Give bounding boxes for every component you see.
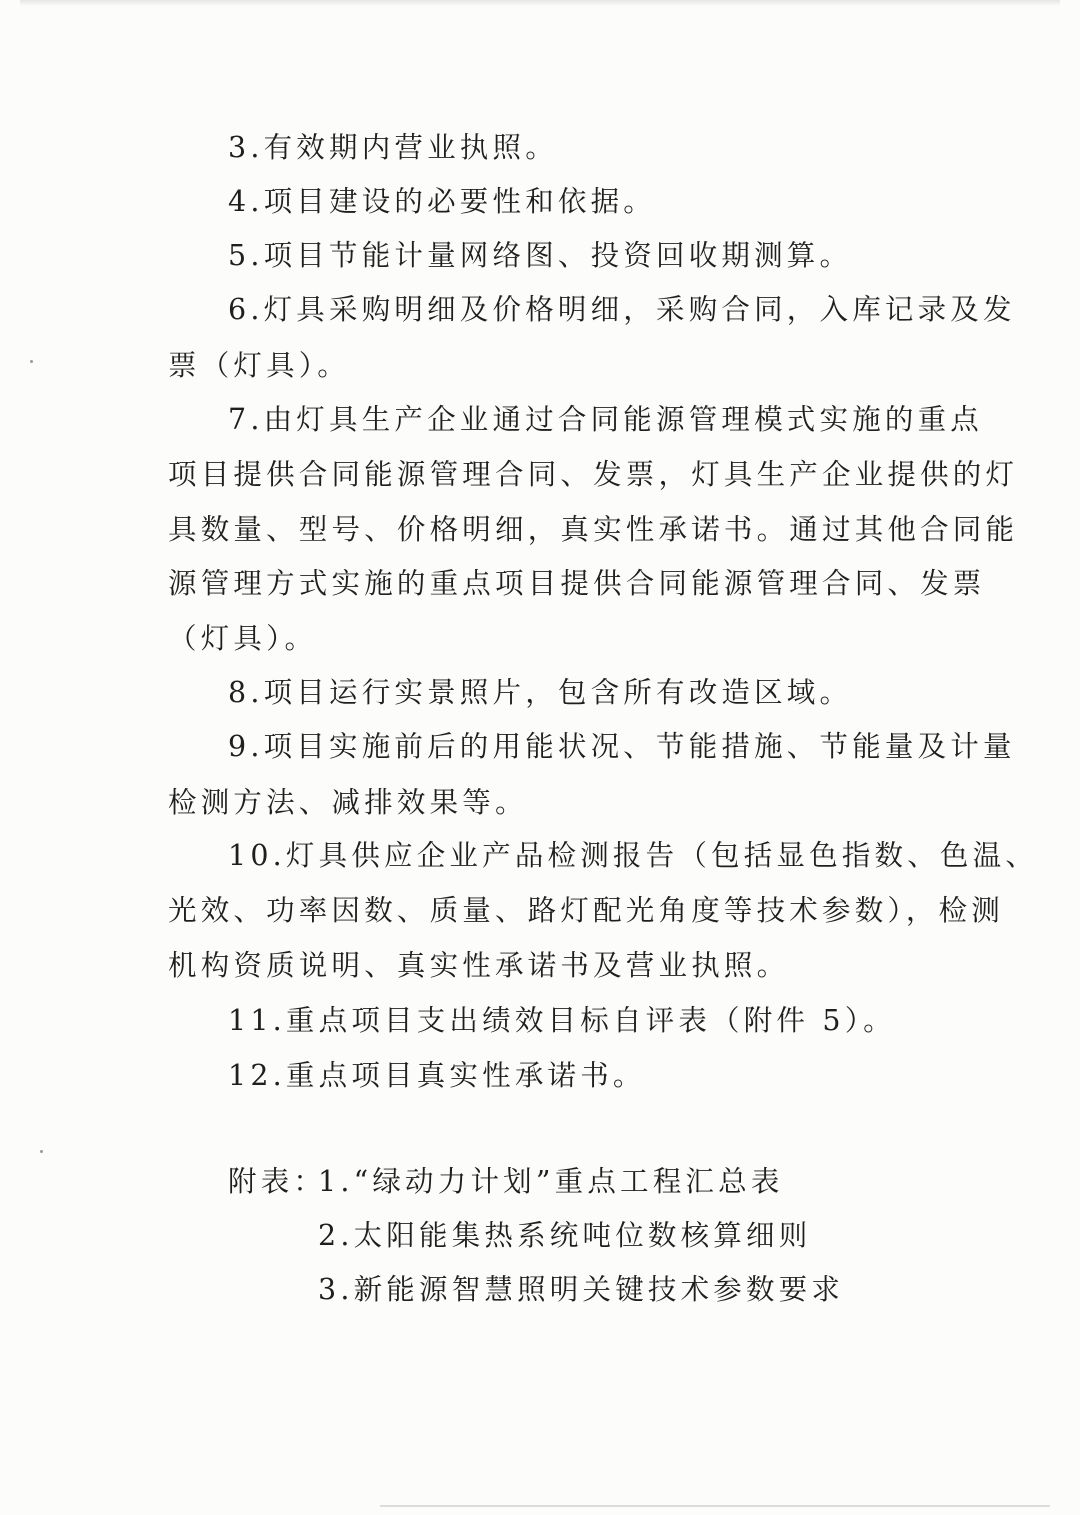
item-12: 12.重点项目真实性承诺书。 <box>228 1059 646 1092</box>
item-8: 8.项目运行实景照片，包含所有改造区域。 <box>228 676 853 709</box>
item-7-line-2: 项目提供合同能源管理合同、发票，灯具生产企业提供的灯 <box>168 458 1019 491</box>
item-10-line-3: 机构资质说明、真实性承诺书及营业执照。 <box>168 949 790 982</box>
item-6-line-1: 6.灯具采购明细及价格明细，采购合同，入库记录及发 <box>228 293 1016 326</box>
item-3: 3.有效期内营业执照。 <box>228 131 558 164</box>
item-4: 4.项目建设的必要性和依据。 <box>228 185 656 218</box>
item-5: 5.项目节能计量网络图、投资回收期测算。 <box>228 239 853 272</box>
item-9-line-1: 9.项目实施前后的用能状况、节能措施、节能量及计量 <box>228 730 1016 763</box>
item-6-line-2: 票（灯具）。 <box>168 349 350 382</box>
attachment-item-1: 1.“绿动力计划”重点工程汇总表 <box>318 1165 784 1198</box>
item-9-line-2: 检测方法、减排效果等。 <box>168 786 528 819</box>
scan-speck <box>30 360 33 363</box>
item-11: 11.重点项目支出绩效目标自评表（附件 5）。 <box>228 1004 896 1037</box>
scan-speck <box>40 1150 43 1153</box>
item-7-line-4: 源管理方式实施的重点项目提供合同能源管理合同、发票 <box>168 567 986 600</box>
item-7-line-1: 7.由灯具生产企业通过合同能源管理模式实施的重点 <box>228 403 983 436</box>
attachments-label: 附表： <box>228 1165 327 1198</box>
scan-bottom-edge <box>380 1505 1050 1507</box>
attachment-item-2: 2.太阳能集热系统吨位数核算细则 <box>318 1219 812 1252</box>
item-10-line-2: 光效、功率因数、质量、路灯配光角度等技术参数），检测 <box>168 894 1004 927</box>
item-7-line-3: 具数量、型号、价格明细，真实性承诺书。通过其他合同能 <box>168 513 1019 546</box>
item-10-line-1: 10.灯具供应企业产品检测报告（包括显色指数、色温、 <box>228 839 1039 872</box>
scan-top-edge <box>20 0 1060 6</box>
attachment-item-3: 3.新能源智慧照明关键技术参数要求 <box>318 1273 845 1306</box>
item-7-line-5: （灯具）。 <box>168 622 318 655</box>
